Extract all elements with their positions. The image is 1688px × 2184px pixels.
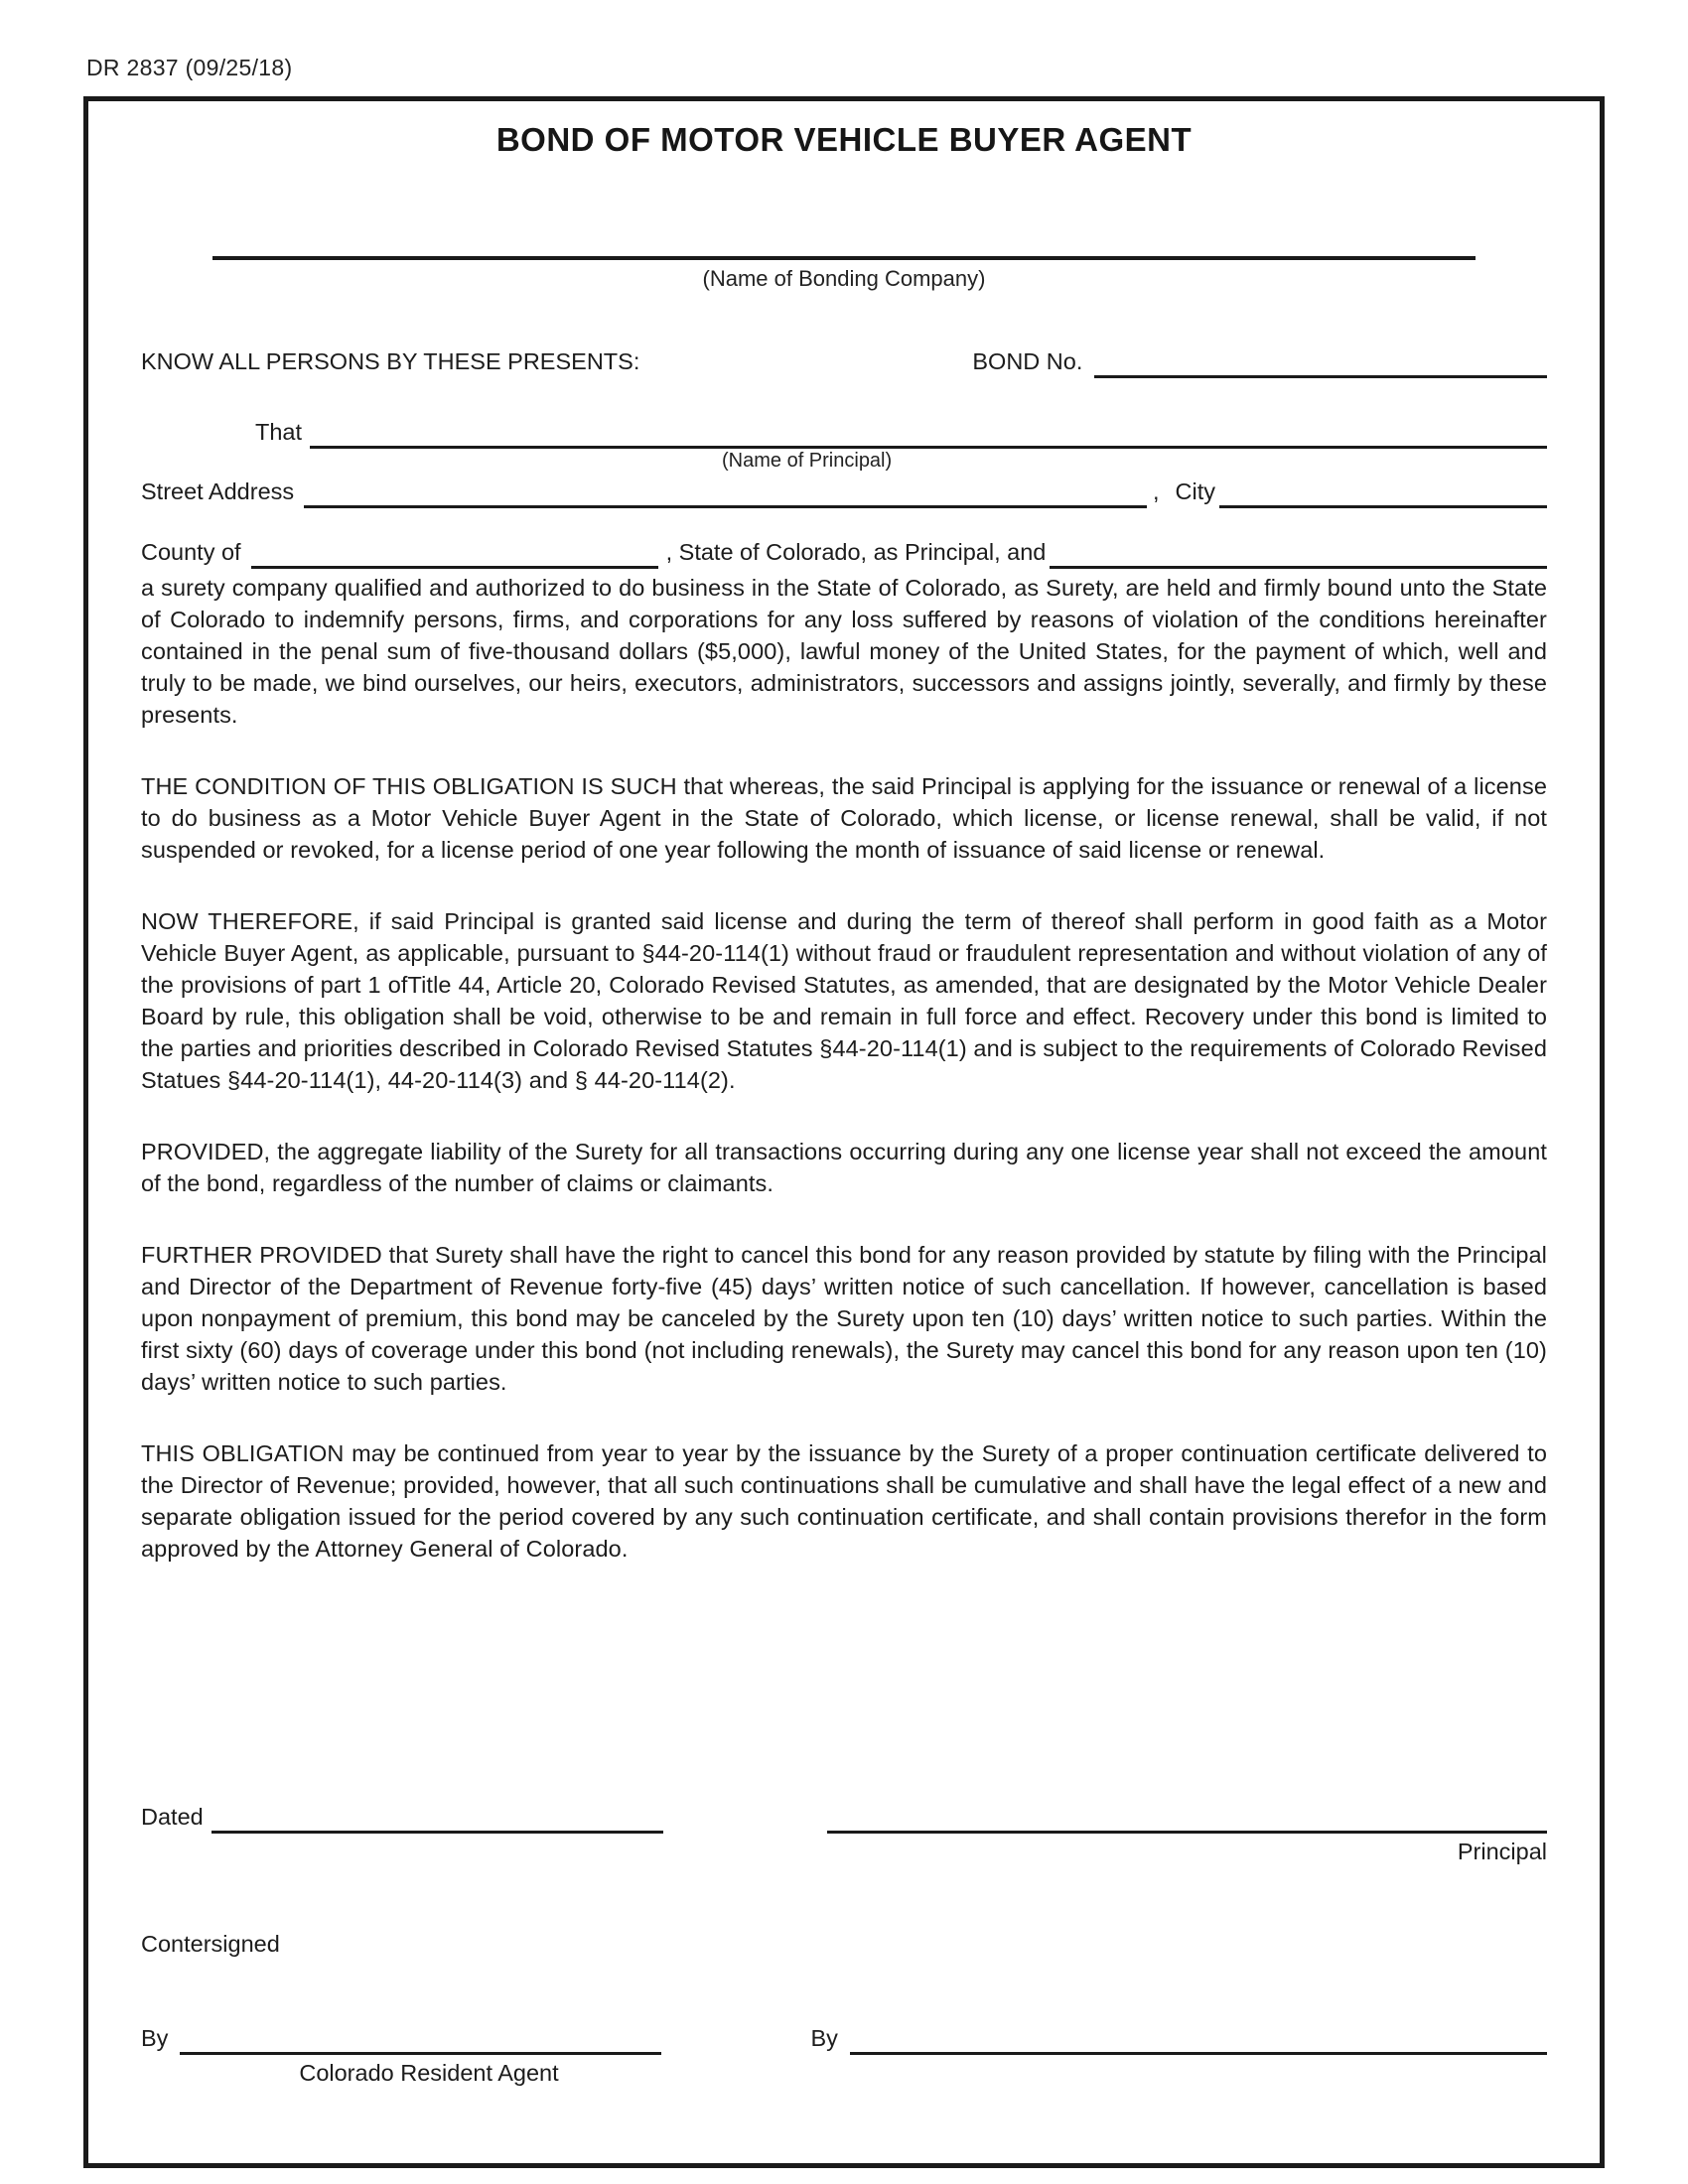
form-number: DR 2837 (09/25/18) xyxy=(86,55,293,80)
dated-row xyxy=(141,1801,1547,1834)
paragraph-further-provided: FURTHER PROVIDED that Surety shall have the right to cancel this bond for any reason provided by statute by filing with the Principal and Director of the Department of Revenue forty-five (45) days’ written notice of such cancellation. If however, cancellation is based upon nonpayment of premium, this bond may be canceled by the Surety upon ten (10) days’ written notice to such parties. Within the first sixty (60) days of coverage under this bond (not including renewals), the Surety may cancel this bond for any reason upon ten (10) days’ written notice to such parties. xyxy=(141,1242,1547,1395)
county-line[interactable] xyxy=(251,543,658,569)
dated-line[interactable] xyxy=(211,1808,663,1834)
know-all-row xyxy=(141,345,1547,378)
dated-label: Dated xyxy=(141,1804,204,1830)
principal-signature-caption: Principal xyxy=(1457,1839,1547,1864)
paragraph-this-obligation: THIS OBLIGATION may be continued from year to year by the issuance by the Surety of a proper continuation certificate delivered to the Director of Revenue; provided, however, that all such continuations shall be cumulative and shall have the legal effect of a new and separate obligation issued for the period covered by any such continuation certificate, and shall contain provisions therefor in the form approved by the Attorney General of Colorado. xyxy=(141,1440,1547,1562)
bonding-company-line[interactable] xyxy=(212,234,1476,260)
street-address-row xyxy=(141,476,1547,508)
resident-agent-signature-line[interactable] xyxy=(180,2029,661,2055)
county-label: County of xyxy=(141,539,241,565)
city-label: City xyxy=(1175,478,1215,504)
county-mid-text: , State of Colorado, as Principal, and xyxy=(665,539,1047,565)
principal-signature-line[interactable] xyxy=(827,1808,1547,1834)
know-all-text: KNOW ALL PERSONS BY THESE PRESENTS: xyxy=(141,348,640,374)
surety-signature-line[interactable] xyxy=(850,2029,1547,2055)
principal-name-caption: (Name of Principal) xyxy=(722,450,893,472)
by-label-right: By xyxy=(810,2025,838,2051)
contersigned-label: Contersigned xyxy=(141,1931,280,1957)
form-title: BOND OF MOTOR VEHICLE BUYER AGENT xyxy=(495,121,1193,158)
resident-agent-caption: Colorado Resident Agent xyxy=(299,2060,559,2086)
bond-no-line[interactable] xyxy=(1094,352,1547,378)
paragraph-now-therefore: NOW THEREFORE, if said Principal is granted said license and during the term of thereof shall perform in good faith as a Motor Vehicle Buyer Agent, as applicable, pursuant to §44-20-114(1) without fraud or fraudulent representation and without violation of any of the provisions of part 1 ofTitle 44, Article 20, Colorado Revised Statutes, as amended, that are designated by the Motor Vehicle Dealer Board by rule, this obligation shall be void, otherwise to be and remain in full force and effect. Recovery under this bond is limited to the parties and priorities described in Colorado Revised Statutes §44-20-114(1) and is subject to the requirements of Colorado Revised Statues §44-20-114(1), 44-20-114(3) and § 44-20-114(2). xyxy=(141,908,1547,1093)
surety-name-line[interactable] xyxy=(1050,543,1547,569)
paragraph-provided: PROVIDED, the aggregate liability of the Surety for all transactions occurring during any one license year shall not exceed the amount of the bond, regardless of the number of claims or claimants. xyxy=(141,1139,1547,1196)
bonding-company-caption: (Name of Bonding Company) xyxy=(702,266,986,291)
principal-name-line[interactable] xyxy=(310,423,1547,449)
street-city-comma: , xyxy=(1152,478,1160,504)
by-signature-row xyxy=(141,2022,1547,2055)
paragraph-surety-bound: a surety company qualified and authorized to do business in the State of Colorado, as Surety, are held and firmly bound unto the State of Colorado to indemnify persons, firms, and corporations for any loss suffered by reasons of violation of the conditions hereinafter contained in the penal sum of five-thousand dollars ($5,000), lawful money of the United States, for the payment of which, well and truly to be made, we bind ourselves, our heirs, executors, administrators, successors and assigns jointly, severally, and firmly by these presents. xyxy=(141,575,1547,728)
city-line[interactable] xyxy=(1219,482,1547,508)
bond-no-label: BOND No. xyxy=(972,348,1083,374)
paragraph-condition: THE CONDITION OF THIS OBLIGATION IS SUCH that whereas, the said Principal is applying for the issuance or renewal of a license to do business as a Motor Vehicle Buyer Agent in the State of Colorado, which license, or license renewal, shall be valid, if not suspended or revoked, for a license period of one year following the month of issuance of said license or renewal. xyxy=(141,773,1547,863)
street-address-label: Street Address xyxy=(141,478,295,504)
that-label: That xyxy=(255,419,303,445)
principal-name-row xyxy=(141,416,1547,449)
county-row xyxy=(141,536,1547,569)
by-label-left: By xyxy=(141,2025,169,2051)
form-border-box xyxy=(83,96,1605,2168)
street-address-line[interactable] xyxy=(304,482,1147,508)
